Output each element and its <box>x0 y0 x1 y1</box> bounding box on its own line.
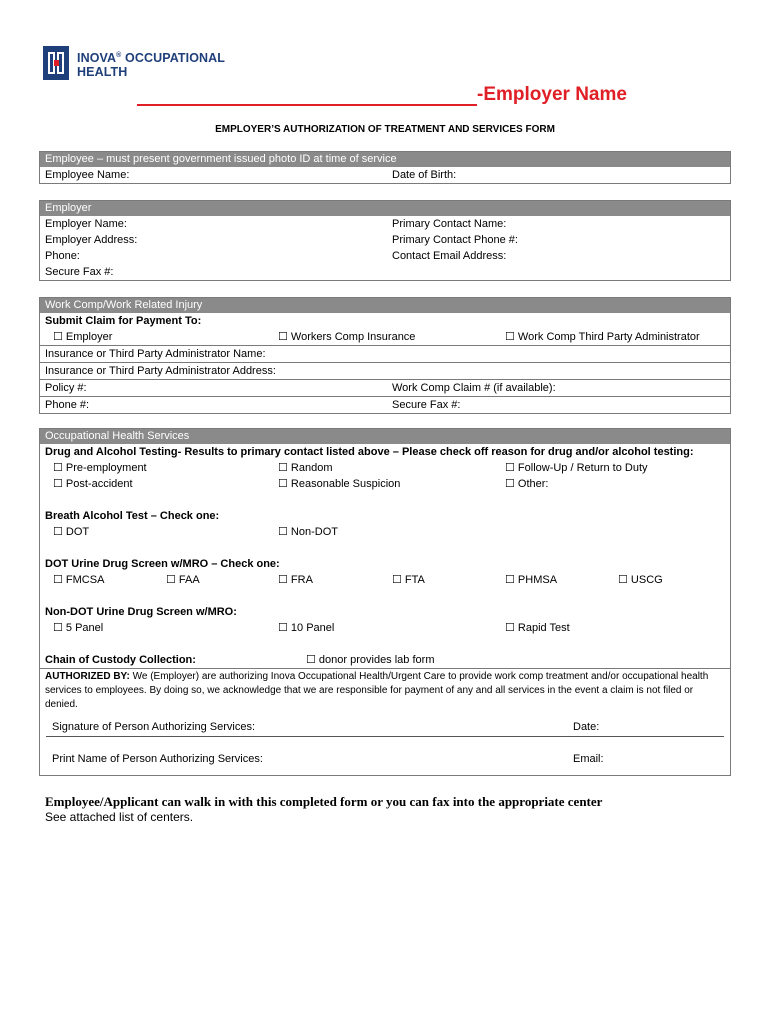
employee-name-label[interactable]: Employee Name: <box>45 169 130 181</box>
inova-cross-icon <box>43 46 69 80</box>
print-name-label[interactable]: Print Name of Person Authorizing Services: <box>52 753 263 765</box>
policy-number-label[interactable]: Policy #: <box>45 382 87 394</box>
authorized-by-label: AUTHORIZED BY: <box>45 671 130 682</box>
employer-section-header: Employer <box>40 201 730 216</box>
5-panel-checkbox[interactable]: ☐ 5 Panel <box>53 622 104 634</box>
rapid-test-checkbox[interactable]: ☐ Rapid Test <box>505 622 570 634</box>
logo-text: INOVA® OCCUPATIONAL HEALTH <box>77 51 226 80</box>
drug-testing-intro: Drug and Alcohol Testing- Results to primary contact listed above – Please check off reason for drug and/or alcohol testing: <box>45 446 694 458</box>
dot-checkbox[interactable]: ☐ DOT <box>53 526 90 538</box>
signature-line[interactable] <box>46 736 724 737</box>
employee-section <box>39 151 731 184</box>
breath-alcohol-title: Breath Alcohol Test – Check one: <box>45 510 220 522</box>
centers-note: See attached list of centers. <box>45 810 194 824</box>
workcomp-fax-label[interactable]: Secure Fax #: <box>392 399 461 411</box>
non-dot-checkbox[interactable]: ☐ Non-DOT <box>278 526 338 538</box>
form-title: EMPLOYER’S AUTHORIZATION OF TREATMENT AND SERVICES FORM <box>215 124 555 135</box>
third-party-administrator-checkbox[interactable]: ☐ Work Comp Third Party Administrator <box>505 331 700 343</box>
workcomp-phone-label[interactable]: Phone #: <box>45 399 90 411</box>
employer-name-label[interactable]: Employer Name: <box>45 218 127 230</box>
workcomp-section-header: Work Comp/Work Related Injury <box>40 298 730 313</box>
fmcsa-checkbox[interactable]: ☐ FMCSA <box>53 574 105 586</box>
authorization-statement <box>40 669 730 713</box>
signature-label: Signature of Person Authorizing Services: <box>52 721 256 733</box>
occupational-health-section <box>39 428 731 776</box>
employer-name-title: -Employer Name <box>477 84 627 105</box>
chain-of-custody-title: Chain of Custody Collection: <box>45 654 196 666</box>
employee-section-header: Employee – must present government issued photo ID at time of service <box>40 152 730 167</box>
follow-up-checkbox[interactable]: ☐ Follow-Up / Return to Duty <box>505 462 648 474</box>
workcomp-section <box>39 297 731 414</box>
employer-phone-label[interactable]: Phone: <box>45 250 80 262</box>
phmsa-checkbox[interactable]: ☐ PHMSA <box>505 574 558 586</box>
pre-employment-checkbox[interactable]: ☐ Pre-employment <box>53 462 147 474</box>
primary-contact-phone-label[interactable]: Primary Contact Phone #: <box>392 234 518 246</box>
submit-claim-label: Submit Claim for Payment To: <box>45 315 202 327</box>
date-of-birth-label[interactable]: Date of Birth: <box>392 169 457 181</box>
authorization-text: We (Employer) are authorizing Inova Occupational Health/Urgent Care to provide work comp treatment and/or occupational health services to employees. By doing so, we acknowledge that we are responsible for payment of any and all services in the event a claim is not filed or denied. <box>45 671 709 710</box>
dot-urine-title: DOT Urine Drug Screen w/MRO – Check one: <box>45 558 280 570</box>
email-label[interactable]: Email: <box>573 753 604 765</box>
employer-checkbox[interactable]: ☐ Employer <box>53 331 113 343</box>
donor-lab-form-checkbox[interactable]: ☐ donor provides lab form <box>306 654 435 666</box>
ohs-section-header: Occupational Health Services <box>40 429 730 444</box>
nondot-urine-title: Non-DOT Urine Drug Screen w/MRO: <box>45 606 237 618</box>
employer-name-blank-line[interactable] <box>137 84 477 106</box>
inova-logo <box>43 46 243 82</box>
claim-number-label[interactable]: Work Comp Claim # (if available): <box>392 382 556 394</box>
primary-contact-name-label[interactable]: Primary Contact Name: <box>392 218 507 230</box>
post-accident-checkbox[interactable]: ☐ Post-accident <box>53 478 133 490</box>
random-checkbox[interactable]: ☐ Random <box>278 462 333 474</box>
date-label: Date: <box>573 721 600 733</box>
other-checkbox[interactable]: ☐ Other: <box>505 478 549 490</box>
10-panel-checkbox[interactable]: ☐ 10 Panel <box>278 622 335 634</box>
employer-fax-label[interactable]: Secure Fax #: <box>45 266 114 278</box>
workers-comp-insurance-checkbox[interactable]: ☐ Workers Comp Insurance <box>278 331 416 343</box>
faa-checkbox[interactable]: ☐ FAA <box>166 574 200 586</box>
fta-checkbox[interactable]: ☐ FTA <box>392 574 425 586</box>
employer-section <box>39 200 731 281</box>
walk-in-note: Employee/Applicant can walk in with this completed form or you can fax into the appropriate center <box>45 794 603 809</box>
insurance-name-label[interactable]: Insurance or Third Party Administrator Name: <box>45 348 266 360</box>
employer-address-label[interactable]: Employer Address: <box>45 234 138 246</box>
reasonable-suspicion-checkbox[interactable]: ☐ Reasonable Suspicion <box>278 478 401 490</box>
contact-email-label[interactable]: Contact Email Address: <box>392 250 507 262</box>
fra-checkbox[interactable]: ☐ FRA <box>278 574 313 586</box>
uscg-checkbox[interactable]: ☐ USCG <box>618 574 663 586</box>
insurance-address-label[interactable]: Insurance or Third Party Administrator Address: <box>45 365 276 377</box>
